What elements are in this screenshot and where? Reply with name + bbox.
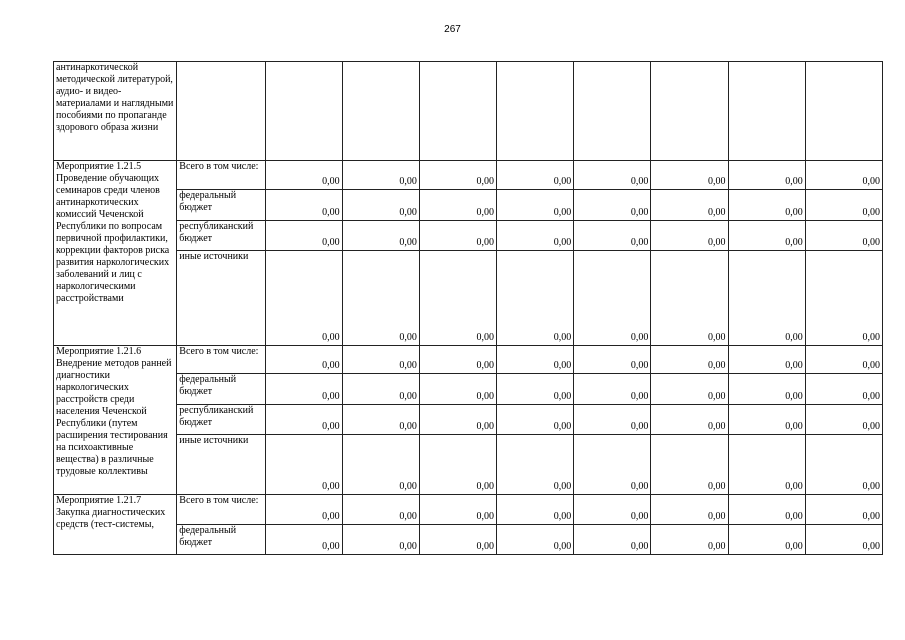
value-cell: 0,00 xyxy=(497,525,574,555)
table-row xyxy=(54,525,883,555)
funding-source-label: республиканский бюджет xyxy=(177,221,265,251)
value-cell xyxy=(419,62,496,161)
value-cell: 0,00 xyxy=(651,190,728,221)
value-cell: 0,00 xyxy=(419,221,496,251)
value-cell xyxy=(574,62,651,161)
value-cell: 0,00 xyxy=(651,525,728,555)
value-cell: 0,00 xyxy=(419,495,496,525)
table-row xyxy=(54,221,883,251)
value-cell: 0,00 xyxy=(728,251,805,346)
funding-source-cell xyxy=(177,62,265,161)
value-cell: 0,00 xyxy=(419,161,496,190)
value-cell: 0,00 xyxy=(419,435,496,495)
funding-source-label: федеральный бюджет xyxy=(177,525,265,555)
value-cell: 0,00 xyxy=(342,495,419,525)
value-cell: 0,00 xyxy=(805,346,882,374)
value-cell: 0,00 xyxy=(342,525,419,555)
table-row xyxy=(54,161,883,190)
value-cell: 0,00 xyxy=(265,161,342,190)
value-cell: 0,00 xyxy=(574,161,651,190)
value-cell: 0,00 xyxy=(265,221,342,251)
value-cell: 0,00 xyxy=(805,221,882,251)
table-row xyxy=(54,62,883,161)
funding-source-label: иные источники xyxy=(177,251,265,346)
value-cell: 0,00 xyxy=(728,346,805,374)
value-cell: 0,00 xyxy=(651,374,728,405)
table-row xyxy=(54,435,883,495)
value-cell: 0,00 xyxy=(497,221,574,251)
value-cell: 0,00 xyxy=(651,435,728,495)
funding-source-label: иные источники xyxy=(177,435,265,495)
value-cell: 0,00 xyxy=(728,525,805,555)
value-cell: 0,00 xyxy=(651,405,728,435)
value-cell: 0,00 xyxy=(728,495,805,525)
value-cell: 0,00 xyxy=(342,221,419,251)
value-cell: 0,00 xyxy=(651,251,728,346)
funding-source-label: Всего в том числе: xyxy=(177,495,265,525)
value-cell: 0,00 xyxy=(342,251,419,346)
value-cell: 0,00 xyxy=(497,435,574,495)
value-cell: 0,00 xyxy=(728,190,805,221)
event-description: антинаркотической методической литературой, аудио- и видео-материалами и наглядными пособиями по пропаганде здорового образа жизни xyxy=(54,62,177,161)
value-cell: 0,00 xyxy=(651,346,728,374)
value-cell: 0,00 xyxy=(574,405,651,435)
value-cell: 0,00 xyxy=(805,435,882,495)
value-cell: 0,00 xyxy=(342,374,419,405)
event-description: Мероприятие 1.21.7 Закупка диагностических средств (тест-системы, xyxy=(54,495,177,555)
value-cell: 0,00 xyxy=(265,251,342,346)
value-cell xyxy=(265,62,342,161)
value-cell: 0,00 xyxy=(497,251,574,346)
table-row xyxy=(54,374,883,405)
funding-source-label: Всего в том числе: xyxy=(177,161,265,190)
value-cell: 0,00 xyxy=(265,346,342,374)
funding-source-label: Всего в том числе: xyxy=(177,346,265,374)
value-cell: 0,00 xyxy=(497,346,574,374)
value-cell: 0,00 xyxy=(574,374,651,405)
value-cell: 0,00 xyxy=(574,251,651,346)
value-cell: 0,00 xyxy=(419,374,496,405)
value-cell: 0,00 xyxy=(574,435,651,495)
value-cell: 0,00 xyxy=(574,525,651,555)
value-cell: 0,00 xyxy=(265,374,342,405)
table-row xyxy=(54,251,883,346)
value-cell: 0,00 xyxy=(805,374,882,405)
value-cell xyxy=(728,62,805,161)
table-row xyxy=(54,405,883,435)
value-cell: 0,00 xyxy=(497,495,574,525)
value-cell: 0,00 xyxy=(805,405,882,435)
value-cell: 0,00 xyxy=(342,161,419,190)
value-cell: 0,00 xyxy=(728,435,805,495)
value-cell: 0,00 xyxy=(342,346,419,374)
value-cell: 0,00 xyxy=(728,221,805,251)
value-cell: 0,00 xyxy=(419,251,496,346)
value-cell: 0,00 xyxy=(805,190,882,221)
value-cell: 0,00 xyxy=(651,161,728,190)
value-cell: 0,00 xyxy=(419,190,496,221)
value-cell xyxy=(805,62,882,161)
funding-source-label: федеральный бюджет xyxy=(177,374,265,405)
value-cell: 0,00 xyxy=(265,495,342,525)
value-cell: 0,00 xyxy=(497,374,574,405)
value-cell xyxy=(342,62,419,161)
value-cell: 0,00 xyxy=(419,405,496,435)
page-number: 267 xyxy=(444,24,461,35)
value-cell: 0,00 xyxy=(342,405,419,435)
table-row xyxy=(54,495,883,525)
value-cell: 0,00 xyxy=(419,525,496,555)
table-row xyxy=(54,190,883,221)
value-cell: 0,00 xyxy=(805,161,882,190)
value-cell: 0,00 xyxy=(728,161,805,190)
value-cell: 0,00 xyxy=(574,221,651,251)
value-cell: 0,00 xyxy=(265,405,342,435)
value-cell: 0,00 xyxy=(265,525,342,555)
value-cell: 0,00 xyxy=(574,346,651,374)
value-cell: 0,00 xyxy=(419,346,496,374)
value-cell: 0,00 xyxy=(265,435,342,495)
funding-source-label: федеральный бюджет xyxy=(177,190,265,221)
value-cell: 0,00 xyxy=(574,190,651,221)
value-cell: 0,00 xyxy=(805,525,882,555)
table-row xyxy=(54,346,883,374)
value-cell: 0,00 xyxy=(651,221,728,251)
value-cell: 0,00 xyxy=(805,495,882,525)
value-cell: 0,00 xyxy=(728,405,805,435)
value-cell: 0,00 xyxy=(574,495,651,525)
value-cell: 0,00 xyxy=(497,405,574,435)
value-cell: 0,00 xyxy=(728,374,805,405)
event-description: Мероприятие 1.21.5 Проведение обучающих семинаров среди членов антинаркотических комиссий Чеченской Республики по вопросам первичной профилактики, коррекции факторов риска развития наркологических заболеваний и лиц с наркологическими расстройствами xyxy=(54,161,177,346)
budget-table xyxy=(53,61,883,555)
value-cell: 0,00 xyxy=(497,161,574,190)
event-description: Мероприятие 1.21.6 Внедрение методов ранней диагностики наркологических расстройств среди населения Чеченской Республики (путем расширения тестирования на психоактивные вещества) в различные трудовые коллективы xyxy=(54,346,177,495)
value-cell: 0,00 xyxy=(805,251,882,346)
value-cell: 0,00 xyxy=(265,190,342,221)
value-cell: 0,00 xyxy=(342,190,419,221)
value-cell xyxy=(497,62,574,161)
value-cell: 0,00 xyxy=(342,435,419,495)
value-cell: 0,00 xyxy=(497,190,574,221)
value-cell xyxy=(651,62,728,161)
funding-source-label: республиканский бюджет xyxy=(177,405,265,435)
value-cell: 0,00 xyxy=(651,495,728,525)
